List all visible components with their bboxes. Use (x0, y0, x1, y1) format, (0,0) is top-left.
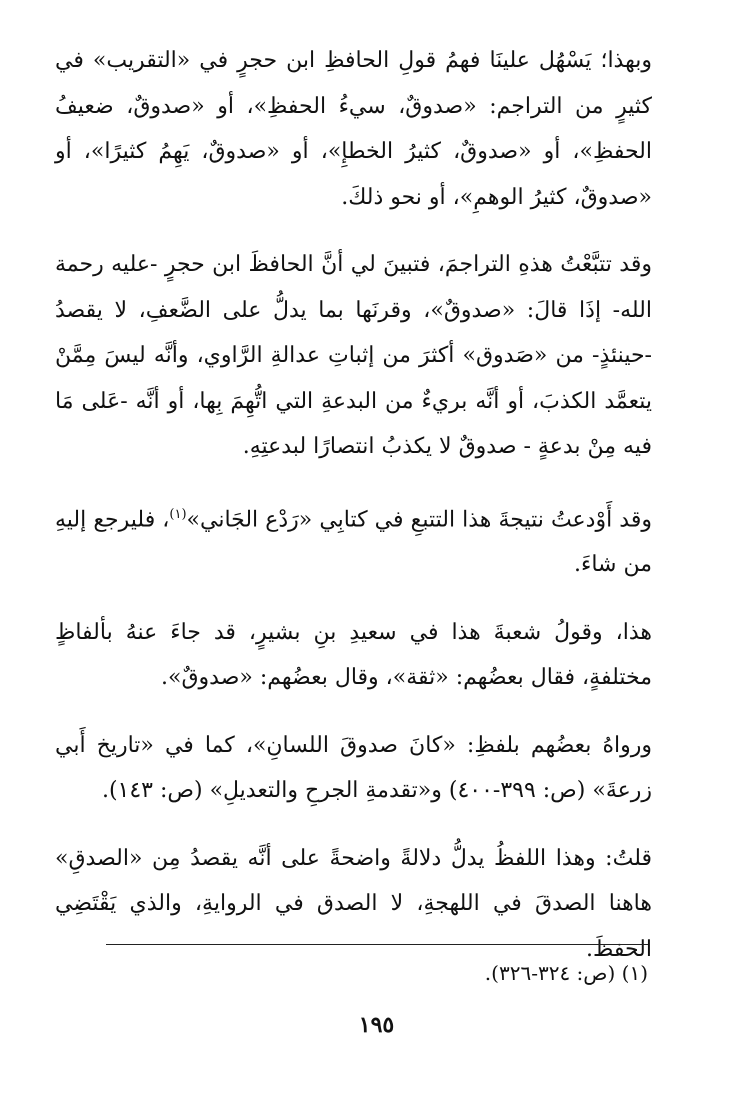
paragraph-6: قلتُ: وهذا اللفظُ يدلُّ دلالةً واضحةً على أنَّه يقصدُ مِن «الصدقِ» هاهنا الصدقَ في اللهجةِ، لا الصدق في الروايةِ، والذي يَقْتَضِي الحفظَ. (55, 845, 652, 962)
paragraph-3-tail: ، فليرجع إليهِ من شاءَ. (55, 506, 652, 578)
paragraph-3 (55, 492, 652, 588)
paragraph-4: هذا، وقولُ شعبةَ هذا في سعيدِ بنِ بشيرٍ، قد جاءَ عنهُ بألفاظٍ مختلفةٍ، فقال بعضُهم: «ثقة»، وقال بعضُهم: «صدوقٌ». (55, 619, 652, 691)
paragraph-5: ورواهُ بعضُهم بلفظِ: «كانَ صدوقَ اللسانِ»، كما في «تاريخ أَبي زرعةَ» (ص: ٣٩٩-٤٠٠) و«تقدمةِ الجرحِ والتعديلِ» (ص: ١٤٣). (55, 732, 652, 804)
paragraph-1: وبهذا؛ يَسْهُل علينَا فهمُ قولِ الحافظِ ابن حجرٍ في «التقريب» في كثيرٍ من التراجم: «صدوقٌ، سيءُ الحفظِ»، أو «صدوقٌ، ضعيفُ الحفظِ»، أو «صدوقٌ، كثيرُ الخطإِ»، أو «صدوقٌ، يَهِمُ كثيرًا»، أو «صدوقٌ، كثيرُ الوهمِ»، أو نحو ذلكَ. (55, 48, 652, 210)
footnote-marker: (١) (169, 506, 187, 522)
paragraph-2: وقد تتبَّعْتُ هذهِ التراجمَ، فتبينَ لي أنَّ الحافظَ ابن حجرٍ -عليه رحمة الله- إذَا قالَ: «صدوقٌ»، وقرنَها بما يدلُّ على الضَّعفِ، لا يقصدُ -حينئذٍ- من «صَدوق» أكثرَ من إثباتِ عدالةِ الرَّاوي، وأنَّه ليسَ مِمَّنْ يتعمَّد الكذبَ، أو أنَّه بريءٌ من البدعةِ التي اتُّهِمَ بِها، أو أنَّه -عَلى مَا فيه مِنْ بدعةٍ - صدوقٌ لا يكذبُ انتصارًا لبدعتِهِ. (55, 252, 652, 459)
footnote: (١) (ص: ٣٢٤-٣٢٦). (484, 961, 648, 985)
page-number: ١٩٥ (358, 1012, 395, 1038)
paragraph-3-text: وقد أَوْدعتُ نتيجةَ هذا التتبعِ في كتابِي «رَدْع الجَاني» (186, 506, 652, 532)
page-body (55, 38, 652, 972)
footnote-separator (106, 944, 648, 945)
